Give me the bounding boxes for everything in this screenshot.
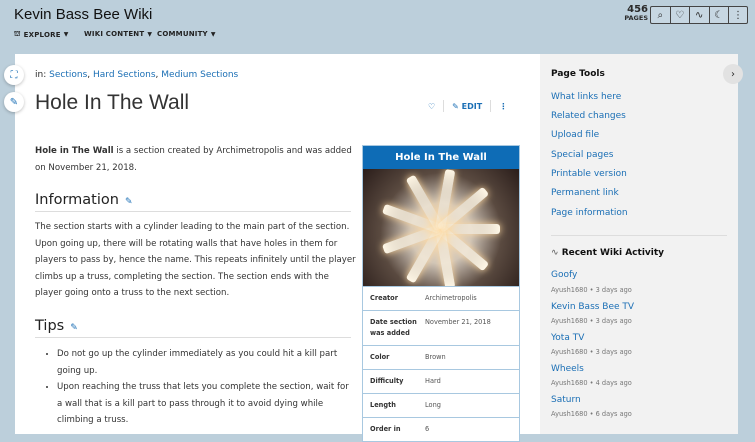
nav-wiki-content[interactable] [84,30,152,38]
breadcrumb: in: Sections, Hard Sections, Medium Sections [35,70,239,80]
nav-community[interactable] [157,30,216,38]
discuss-icon[interactable]: ♡ [671,7,691,23]
information-paragraph: The section starts with a cylinder leading to the main part of the section. Upon going up, there will be rotating walls that have holes in them for players to pass by, hence the name. This repeats infinitely until the player climbs up a truss, completing the section. The section ends with the player going onto a truss to the next section. [35,222,356,298]
category-link[interactable]: Sections [49,70,88,80]
link-what-links-here[interactable]: What links here [551,92,622,102]
activity-meta: Ayush1680 • 3 days ago [551,348,632,356]
page-count-number: 456 [627,4,648,15]
section-edit-icon[interactable]: ✎ [124,197,133,207]
heading-information [35,192,351,212]
tip-item: • Do not go up the cylinder immediately as you could hit a kill part going up. [57,346,355,379]
explore-icon: ⛫ [14,30,21,38]
wiki-title[interactable]: Kevin Bass Bee Wiki [14,6,153,23]
recent-activity-label: Recent Wiki Activity [561,248,665,258]
caret-down-icon: ▼ [147,30,153,38]
infobox-row [363,345,519,369]
infobox-value: Hard [425,377,441,385]
infobox-row [363,286,519,310]
nav-label: WIKI CONTENT [84,30,145,38]
category-link[interactable]: Hard Sections [93,70,156,80]
page-count [618,6,648,22]
page-title: Hole In The Wall [35,91,190,114]
divider [443,100,444,112]
activity-meta: Ayush1680 • 6 days ago [551,410,632,418]
fullscreen-button[interactable] [4,65,24,85]
link-printable-version[interactable]: Printable version [551,169,627,179]
infobox-value: Long [425,401,441,409]
header-tools [650,6,748,24]
intro-paragraph [35,143,355,176]
more-icon[interactable]: ⋮ [733,9,743,21]
activity-link[interactable]: Saturn [551,395,581,405]
breadcrumb-prefix: in: [35,70,47,80]
heading-tips [35,318,351,338]
activity-meta: Ayush1680 • 3 days ago [551,317,632,325]
search-icon[interactable]: ⌕ [651,7,671,23]
infobox-key: Order in [370,425,401,433]
comment-icon[interactable]: ♡ [428,101,436,111]
pencil-icon: ✎ [9,96,19,108]
category-link[interactable]: Medium Sections [161,70,239,80]
infobox-key: Length [370,401,396,409]
activity-link[interactable]: Yota TV [551,333,585,343]
link-page-information[interactable]: Page information [551,208,628,218]
edit-float-button[interactable] [4,92,24,112]
activity-link[interactable]: Goofy [551,270,578,280]
expand-icon: ⛶ [10,69,18,81]
theme-moon-icon[interactable]: ☾ [710,7,730,23]
infobox-key: Difficulty [370,377,404,385]
more-actions-icon[interactable]: ⋮ [499,101,508,111]
activity-icon: ∿ [551,248,559,258]
collapse-sidebar-button[interactable] [723,64,743,84]
caret-down-icon: ▼ [210,30,216,38]
infobox-row [363,310,519,345]
heading-text: Information [35,192,119,208]
link-upload-file[interactable]: Upload file [551,130,600,140]
activity-meta: Ayush1680 • 3 days ago [551,286,632,294]
page-tools-title: Page Tools [551,69,605,79]
infobox-image[interactable] [363,169,519,286]
infobox-key: Color [370,353,390,361]
infobox-row [363,393,519,417]
nav-label: EXPLORE [23,30,61,39]
section-edit-icon[interactable]: ✎ [70,323,78,333]
infobox [362,145,520,442]
link-related-changes[interactable]: Related changes [551,111,626,121]
link-permanent-link[interactable]: Permanent link [551,188,619,198]
tips-list [37,346,355,429]
intro-bold: Hole in The Wall [35,146,114,156]
infobox-value: Archimetropolis [425,294,477,302]
divider [551,235,727,236]
infobox-value: 6 [425,425,430,433]
activity-icon[interactable]: ∿ [690,7,710,23]
edit-button[interactable] [452,102,482,111]
link-special-pages[interactable]: Special pages [551,150,614,160]
nav-label: COMMUNITY [157,30,208,38]
page-count-label: PAGES [624,14,648,22]
nav-explore[interactable] [14,30,69,39]
activity-link[interactable]: Wheels [551,364,584,374]
chevron-right-icon: › [731,68,735,80]
recent-activity-title [551,248,664,258]
page-actions [428,100,507,112]
tip-item: • Upon reaching the truss that lets you complete the section, wait for a wall that is a kill part to pass through it to avoid dying while climbing a truss. [57,379,355,429]
caret-down-icon: ▼ [63,31,69,38]
infobox-key: Date section was added [370,318,417,337]
activity-link[interactable]: Kevin Bass Bee TV [551,302,635,312]
pencil-icon: ✎ [452,101,459,111]
infobox-value: Brown [425,353,446,361]
heading-text: Tips [35,318,65,334]
edit-label: EDIT [461,101,483,111]
intro-text: is a section created by Archimetropolis and was added on November 21, 2018. [35,146,352,173]
infobox-key: Creator [370,294,398,302]
infobox-row [363,369,519,393]
infobox-title: Hole In The Wall [363,146,519,169]
infobox-row [363,417,519,441]
infobox-value: November 21, 2018 [425,318,491,326]
divider [490,100,491,112]
activity-meta: Ayush1680 • 4 days ago [551,379,632,387]
